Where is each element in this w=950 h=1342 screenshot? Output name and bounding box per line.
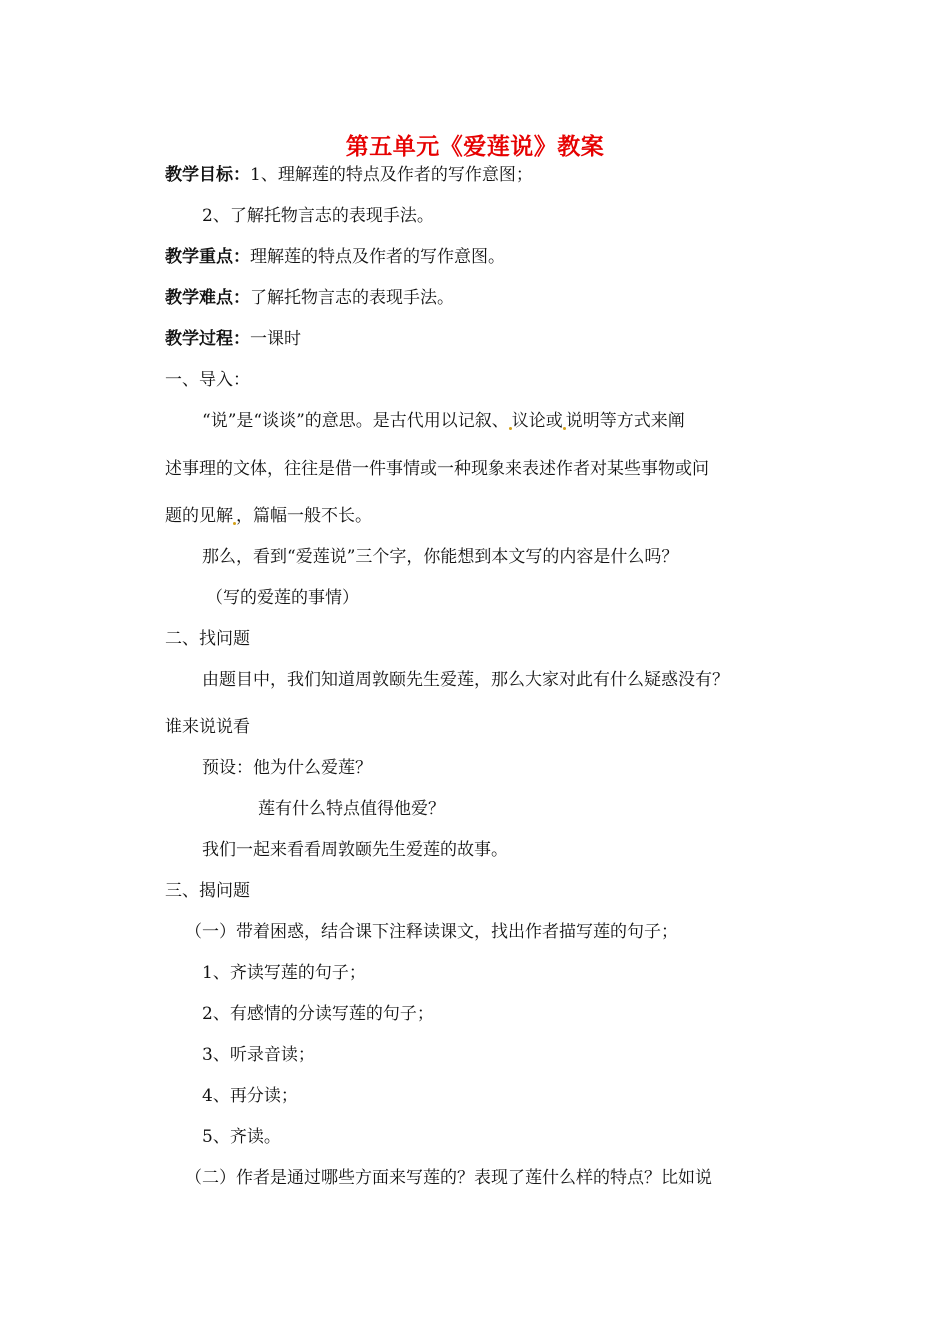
key-points-line [165, 246, 505, 268]
section1-para1-part-a: “说”是“谈谈”的意思。是古代用以记叙、 [202, 411, 509, 431]
section1-para1-line2: 述事理的文体，往往是借一件事情或一种现象来表述作者对某些事物或问 [165, 459, 709, 479]
section3-step-1: 1、齐读写莲的句子； [202, 963, 366, 983]
objectives-item-1: 1、理解莲的特点及作者的写作意图； [250, 165, 533, 185]
document-title: 第五单元《爱莲说》教案 [345, 134, 605, 160]
difficulties-label: 教学难点： [165, 288, 250, 308]
key-points-label: 教学重点： [165, 247, 250, 267]
section1-para2: 那么，看到“爱莲说”三个字，你能想到本文写的内容是什么吗？ [202, 547, 679, 567]
section3-sub2: （二）作者是通过哪些方面来写莲的？表现了莲什么样的特点？比如说 [185, 1168, 712, 1188]
process-line [165, 328, 301, 350]
objectives-item-2: 2、了解托物言志的表现手法。 [202, 206, 434, 226]
section3-heading: 三、揭问题 [165, 881, 250, 901]
section1-heading: 一、导入： [165, 370, 250, 390]
section2-para1-line2: 谁来说说看 [165, 717, 250, 737]
process-label: 教学过程： [165, 329, 250, 349]
key-points-text: 理解莲的特点及作者的写作意图。 [250, 247, 505, 267]
section1-para3: （写的爱莲的事情） [206, 588, 359, 608]
section1-para1-line3-part-b: ，篇幅一般不长。 [236, 506, 372, 526]
section1-para1-part-c: 说明等方式来阐 [565, 411, 685, 431]
section1-para1-part-b: 议论或 [511, 411, 563, 431]
section1-para1-line3 [165, 505, 372, 527]
difficulties-text: 了解托物言志的表现手法。 [250, 288, 454, 308]
section1-para1-line3-part-a: 题的见解 [165, 506, 233, 526]
section2-para1-line1: 由题目中，我们知道周敦颐先生爱莲，那么大家对此有什么疑惑没有？ [202, 670, 729, 690]
objectives-label: 教学目标： [165, 165, 250, 185]
section3-step-5: 5、齐读。 [202, 1127, 281, 1147]
section3-step-3: 3、听录音读； [202, 1045, 315, 1065]
section1-para1-line1 [202, 410, 685, 432]
section3-sub1: （一）带着困惑，结合课下注释读课文，找出作者描写莲的句子； [185, 922, 678, 942]
objectives-line-1 [165, 164, 533, 186]
section3-step-4: 4、再分读； [202, 1086, 298, 1106]
section2-heading: 二、找问题 [165, 629, 250, 649]
section3-step-2: 2、有感情的分读写莲的句子； [202, 1004, 434, 1024]
process-text: 一课时 [250, 329, 301, 349]
section2-preset-2: 莲有什么特点值得他爱？ [258, 799, 445, 819]
section2-para2: 我们一起来看看周敦颐先生爱莲的故事。 [202, 840, 508, 860]
section2-preset-1: 预设：他为什么爱莲？ [202, 758, 372, 778]
difficulties-line [165, 287, 454, 309]
